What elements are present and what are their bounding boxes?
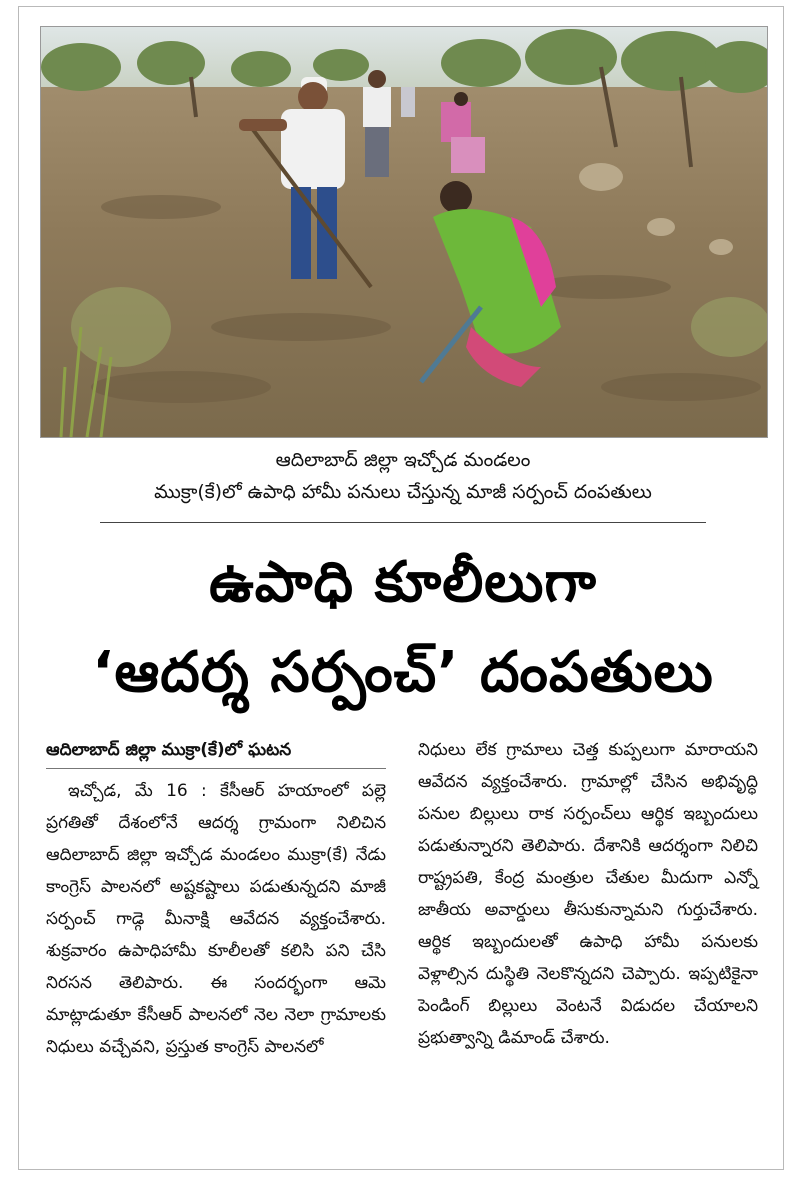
headline-line1: ఉపాధి కూలీలుగా (209, 550, 597, 615)
article-subheading: ఆదిలాబాద్ జిల్లా ముక్రా(కే)లో ఘటన (46, 734, 386, 769)
headline-line2: ‘ఆదర్శ సర్పంచ్’ దంపతులు (92, 640, 714, 705)
news-photo (40, 26, 768, 438)
divider (100, 522, 706, 523)
article-body-left: ఇచ్చోడ, మే 16 : కేసీఆర్ హయాంలో పల్లె ప్రగతితో దేశంలోనే ఆదర్శ గ్రామంగా నిలిచిన ఆదిలాబాద్ జిల్లా ఇచ్చోడ మండలం ముక్రా(కే) నేడు కాంగ్రెస్ పాలనలో అష్టకష్టాలు పడుతున్నదని మాజీ సర్పంచ్ గాడ్గె మీనాక్షి ఆవేదన వ్యక్తంచేశారు. శుక్రవారం ఉపాధిహామీ కూలీలతో కలిసి పని చేసి నిరసన తెలిపారు. ఈ సందర్భంగా ఆమె మాట్లాడుతూ కేసీఆర్ పాలనలో నెల నెలా గ్రామాలకు నిధులు వచ్చేవని, ప్రస్తుత కాంగ్రెస్ పాలనలో (46, 781, 386, 1057)
article-column-right (418, 734, 758, 1054)
field-work-photo (41, 27, 767, 437)
photo-caption-line1: ఆదిలాబాద్ జిల్లా ఇచ్చోడ మండలం (275, 449, 531, 471)
photo-caption-line2: ముక్రా(కే)లో ఉపాధి హామీ పనులు చేస్తున్న మాజీ సర్పంచ్ దంపతులు (154, 481, 652, 503)
article-column-left (46, 734, 386, 1063)
article-body-right: నిధులు లేక గ్రామాలు చెత్త కుప్పలుగా మారాయని ఆవేదన వ్యక్తంచేశారు. గ్రామాల్లో చేసిన అభివృద్ధి పనుల బిల్లులు రాక సర్పంచ్‌లు ఆర్థిక ఇబ్బందులు పడుతున్నారని తెలిపారు. దేశానికి ఆదర్శంగా నిలిచి రాష్ట్రపతి, కేంద్ర మంత్రుల చేతుల మీదుగా ఎన్నో జాతీయ అవార్డులు తీసుకున్నామని గుర్తుచేశారు. ఆర్థిక ఇబ్బందులతో ఉపాధి హామీ పనులకు వెళ్లాల్సిన దుస్థితి నెలకొన్నదని చెప్పారు. ఇప్పటికైనా పెండింగ్ బిల్లులు వెంటనే విడుదల చేయాలని ప్రభుత్వాన్ని డిమాండ్ చేశారు. (418, 740, 758, 1048)
